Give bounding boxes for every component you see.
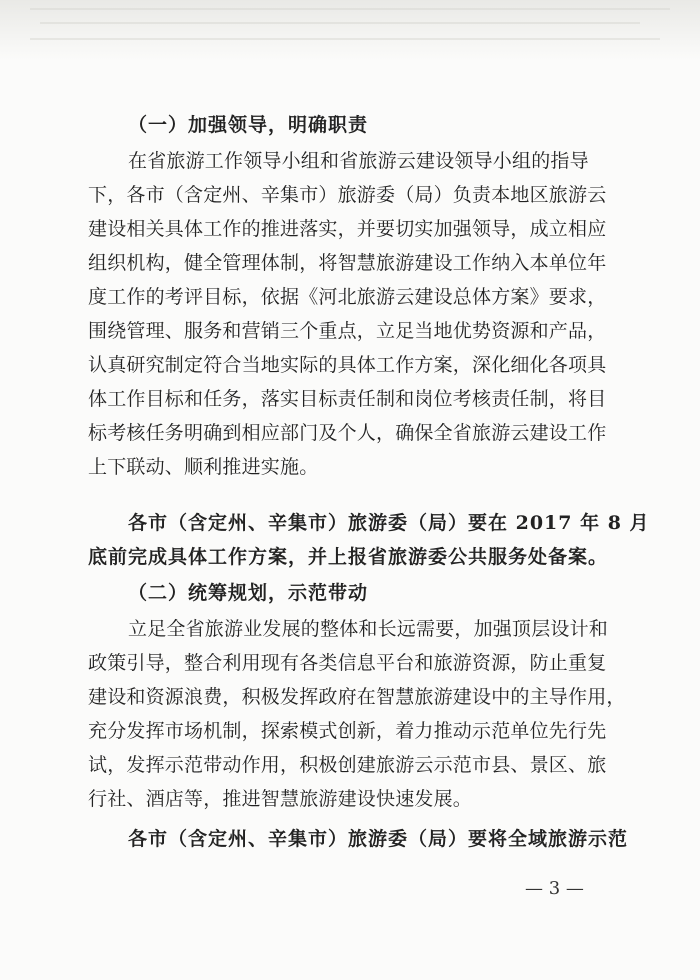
bold-paragraph-line: 底前完成具体工作方案，并上报省旅游委公共服务处备案。 [88, 546, 609, 568]
paragraph-line: 度工作的考评目标，依据《河北旅游云建设总体方案》要求， [88, 286, 607, 308]
paragraph-line: 建设和资源浪费，积极发挥政府在智慧旅游建设中的主导作用， [88, 686, 626, 708]
paragraph-line: 体工作目标和任务，落实目标责任制和岗位考核责任制，将目 [88, 388, 607, 410]
bleed-through-line [40, 22, 640, 24]
paragraph-line: 上下联动、顺利推进实施。 [88, 456, 319, 478]
bold-paragraph-line: 各市（含定州、辛集市）旅游委（局）要将全域旅游示范 [128, 828, 629, 850]
bleed-through-line [30, 38, 660, 40]
section-heading-2: （二）统筹规划，示范带动 [128, 582, 369, 604]
paragraph-line: 标考核任务明确到相应部门及个人，确保全省旅游云建设工作 [88, 422, 607, 444]
paragraph-line: 围绕管理、服务和营销三个重点，立足当地优势资源和产品， [88, 320, 607, 342]
paragraph-line: 组织机构，健全管理体制，将智慧旅游建设工作纳入本单位年 [88, 252, 607, 274]
paragraph-line: 政策引导，整合利用现有各类信息平台和旅游资源，防止重复 [88, 652, 607, 674]
paragraph-line: 试，发挥示范带动作用，积极创建旅游云示范市县、景区、旅 [88, 754, 607, 776]
paragraph-line: 建设相关具体工作的推进落实，并要切实加强领导，成立相应 [88, 218, 607, 240]
paragraph-line: 认真研究制定符合当地实际的具体工作方案，深化细化各项具 [88, 354, 607, 376]
paragraph-line: 在省旅游工作领导小组和省旅游云建设领导小组的指导 [128, 150, 589, 172]
section-heading-1: （一）加强领导，明确职责 [128, 114, 369, 136]
page-number: — 3 — [525, 878, 584, 899]
bold-paragraph-line: 各市（含定州、辛集市）旅游委（局）要在 2017 年 8 月 [128, 512, 650, 534]
paragraph-line: 立足全省旅游业发展的整体和长远需要，加强顶层设计和 [128, 618, 609, 640]
paragraph-line: 行社、酒店等，推进智慧旅游建设快速发展。 [88, 788, 473, 810]
bleed-through-line [30, 8, 670, 10]
paragraph-line: 充分发挥市场机制，探索模式创新，着力推动示范单位先行先 [88, 720, 607, 742]
paragraph-line: 下，各市（含定州、辛集市）旅游委（局）负责本地区旅游云 [88, 184, 607, 206]
